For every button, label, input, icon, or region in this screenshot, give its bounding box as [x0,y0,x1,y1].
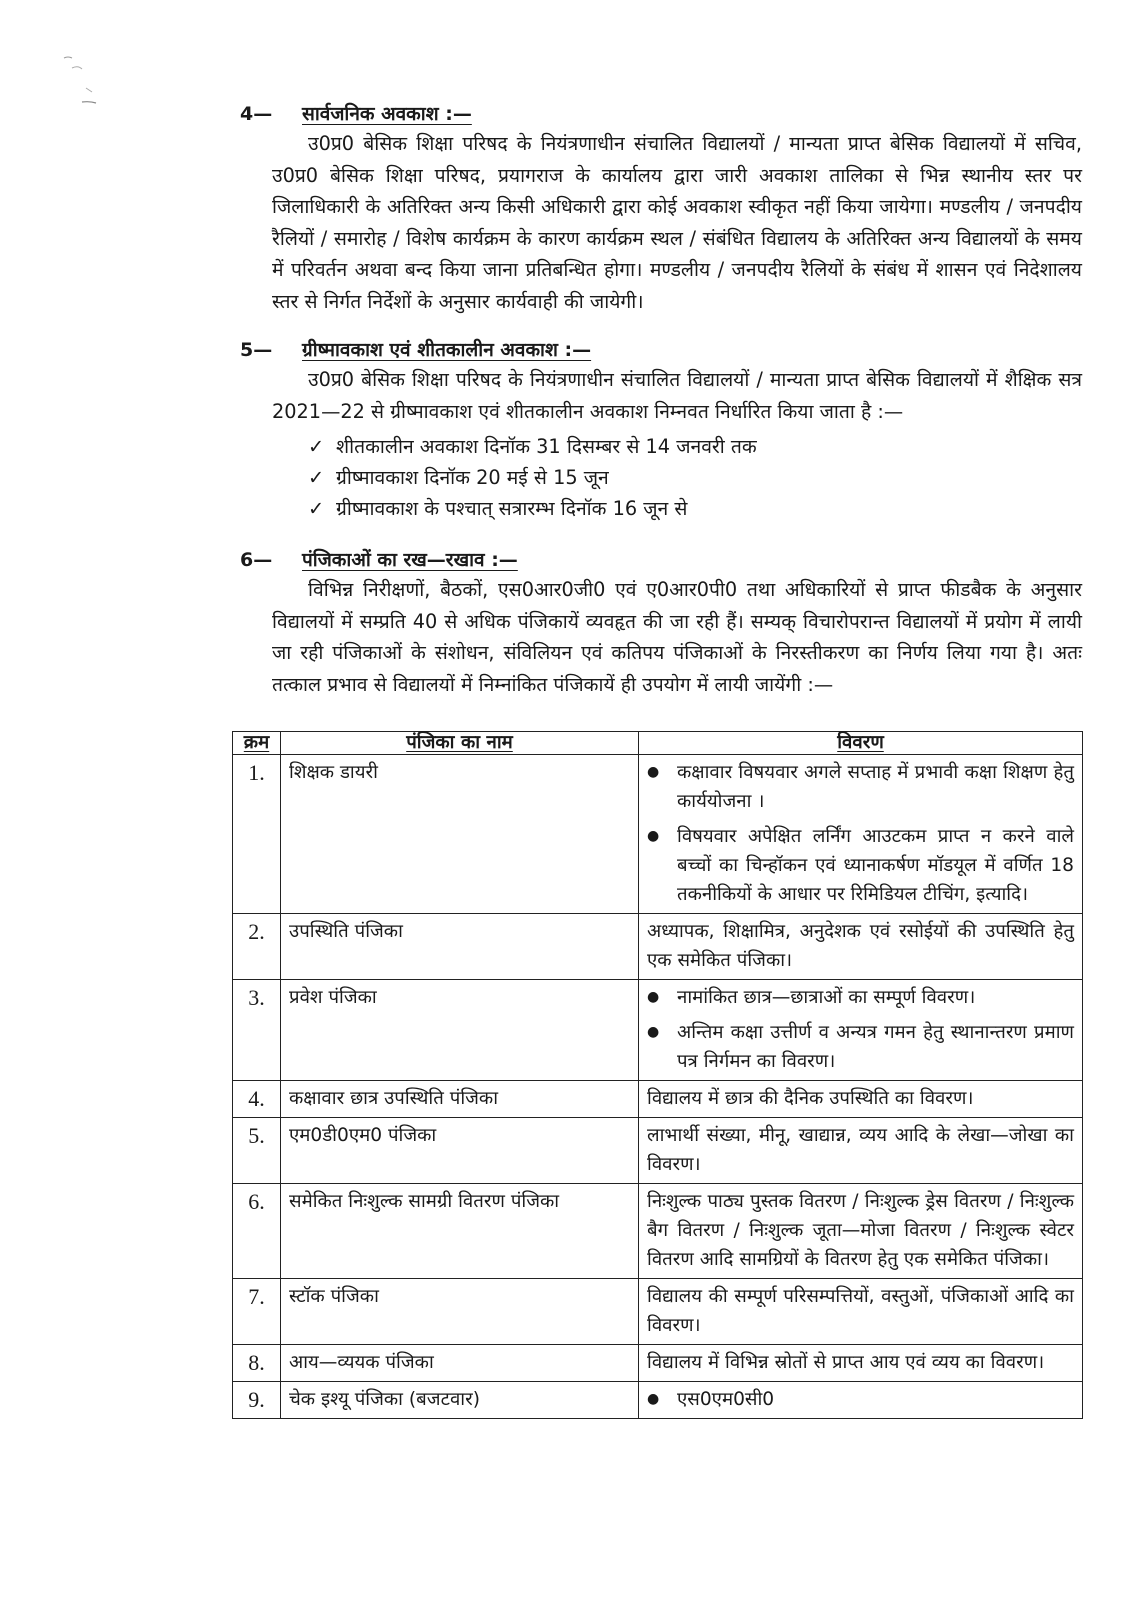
row-description: विद्यालय की सम्पूर्ण परिसम्पत्तियों, वस्तुओं, पंजिकाओं आदि का विवरण। [639,1279,1083,1345]
table-header-row [233,732,1083,755]
checkmark-icon: ✓ [308,435,325,458]
table-row [233,914,1083,980]
row-description: निःशुल्क पाठ्य पुस्तक वितरण / निःशुल्क ड्रेस वितरण / निःशुल्क बैग वितरण / निःशुल्क जूता—मोजा वितरण / निःशुल्क स्वेटर वितरण आदि सामग्रियों के वितरण हेतु एक समेकित पंजिका। [639,1184,1083,1279]
bullet-item: ● नामांकित छात्र—छात्राओं का सम्पूर्ण विवरण। [647,983,1074,1012]
section-title: सार्वजनिक अवकाश :— [302,103,472,125]
table-row [233,1118,1083,1184]
table-row [233,1382,1083,1419]
row-description [639,1382,1083,1419]
header-description: विवरण [639,732,1083,755]
section-5 [240,336,1082,524]
section-heading [240,546,1082,574]
row-register-name: चेक इश्यू पंजिका (बजटवार) [281,1382,639,1419]
row-description: विद्यालय में छात्र की दैनिक उपस्थिति का विवरण। [639,1081,1083,1118]
row-serial: 8. [233,1345,281,1382]
row-register-name: समेकित निःशुल्क सामग्री वितरण पंजिका [281,1184,639,1279]
table-row [233,1345,1083,1382]
bullet-item: ● विषयवार अपेक्षित लर्निंग आउटकम प्राप्त न करने वाले बच्चों का चिन्हॉकन एवं ध्यानाकर्षण मॉडयूल में वर्णित 18 तकनीकियों के आधार पर रिमिडियल टीचिंग, इत्यादि। [647,822,1074,909]
checkmark-icon: ✓ [308,497,325,520]
row-description: लाभार्थी संख्या, मीनू, खाद्यान्न, व्यय आदि के लेखा—जोखा का विवरण। [639,1118,1083,1184]
row-description: अध्यापक, शिक्षामित्र, अनुदेशक एवं रसोईयों की उपस्थिति हेतु एक समेकित पंजिका। [639,914,1083,980]
bullet-icon: ● [647,1391,660,1407]
register-table [232,731,1083,1419]
section-6 [240,546,1082,700]
section-heading [240,100,1082,128]
scan-noise-decoration [52,40,112,120]
checklist-item: ✓ शीतकालीन अवकाश दिनॉक 31 दिसम्बर से 14 जनवरी तक [308,431,1082,462]
row-serial: 5. [233,1118,281,1184]
row-serial: 7. [233,1279,281,1345]
checklist-item: ✓ ग्रीष्मावकाश दिनॉक 20 मई से 15 जून [308,462,1082,493]
row-description: विद्यालय में विभिन्न स्रोतों से प्राप्त आय एवं व्यय का विवरण। [639,1345,1083,1382]
row-register-name: शिक्षक डायरी [281,755,639,914]
bullet-icon: ● [647,1024,660,1040]
row-serial: 3. [233,980,281,1081]
section-paragraph: उ0प्र0 बेसिक शिक्षा परिषद के नियंत्रणाधीन संचालित विद्यालयों / मान्यता प्राप्त बेसिक विद्यालयों में सचिव, उ0प्र0 बेसिक शिक्षा परिषद, प्रयागराज के कार्यालय द्वारा जारी अवकाश तालिका से भिन्न स्थानीय स्तर पर जिलाधिकारी के अतिरिक्त अन्य किसी अधिकारी द्वारा कोई अवकाश स्वीकृत नहीं किया जायेगा। मण्डलीय / जनपदीय रैलियों / समारोह / विशेष कार्यक्रम के कारण कार्यक्रम स्थल / संबंधित विद्यालय के अतिरिक्त अन्य विद्यालयों के समय में परिवर्तन अथवा बन्द किया जाना प्रतिबन्धित होगा। मण्डलीय / जनपदीय रैलियों के संबंध में शासन एवं निदेशालय स्तर से निर्गत निर्देशों के अनुसार कार्यवाही की जायेगी। [272,132,1082,313]
checklist-item: ✓ ग्रीष्मावकाश के पश्चात् सत्रारम्भ दिनॉक 16 जून से [308,493,1082,524]
section-paragraph: उ0प्र0 बेसिक शिक्षा परिषद के नियंत्रणाधीन संचालित विद्यालयों / मान्यता प्राप्त बेसिक विद्यालयों में शैक्षिक सत्र 2021—22 से ग्रीष्मावकाश एवं शीतकालीन अवकाश निम्नवत निर्धारित किया जाता है :— [272,368,1082,423]
row-description [639,980,1083,1081]
bullet-item: ● एस0एम0सी0 [647,1385,1074,1414]
section-paragraph: विभिन्न निरीक्षणों, बैठकों, एस0आर0जी0 एवं ए0आर0पी0 तथा अधिकारियों से प्राप्त फीडबैक के अनुसार विद्यालयों में सम्प्रति 40 से अधिक पंजिकायें व्यवहृत की जा रही हैं। सम्यक् विचारोपरान्त विद्यालयों में प्रयोग में लायी जा रही पंजिकाओं के संशोधन, संविलियन एवं कतिपय पंजिकाओं के निरस्तीकरण का निर्णय लिया गया है। अतः तत्काल प्रभाव से विद्यालयों में निम्नांकित पंजिकायें ही उपयोग में लायी जायेंगी :— [272,578,1082,696]
table-row [233,1279,1083,1345]
table-row [233,1081,1083,1118]
table-row [233,1184,1083,1279]
row-register-name: एम0डी0एम0 पंजिका [281,1118,639,1184]
bullet-item: ● अन्तिम कक्षा उत्तीर्ण व अन्यत्र गमन हेतु स्थानान्तरण प्रमाण पत्र निर्गमन का विवरण। [647,1018,1074,1076]
row-register-name: प्रवेश पंजिका [281,980,639,1081]
section-heading [240,336,1082,364]
header-register-name: पंजिका का नाम [281,732,639,755]
header-serial: क्रम [233,732,281,755]
row-serial: 2. [233,914,281,980]
row-serial: 1. [233,755,281,914]
row-serial: 6. [233,1184,281,1279]
section-title: पंजिकाओं का रख—रखाव :— [302,549,518,571]
checkmark-icon: ✓ [308,466,325,489]
section-title: ग्रीष्मावकाश एवं शीतकालीन अवकाश :— [302,339,592,361]
holiday-checklist [308,431,1082,524]
bullet-icon: ● [647,764,660,780]
section-number: 4— [240,103,273,125]
row-serial: 9. [233,1382,281,1419]
row-serial: 4. [233,1081,281,1118]
row-description [639,755,1083,914]
bullet-item: ● कक्षावार विषयवार अगले सप्ताह में प्रभावी कक्षा शिक्षण हेतु कार्ययोजना । [647,758,1074,816]
section-4 [240,100,1082,317]
row-register-name: कक्षावार छात्र उपस्थिति पंजिका [281,1081,639,1118]
bullet-icon: ● [647,828,660,844]
bullet-icon: ● [647,989,660,1005]
row-register-name: उपस्थिति पंजिका [281,914,639,980]
row-register-name: आय—व्ययक पंजिका [281,1345,639,1382]
table-row [233,755,1083,914]
section-number: 5— [240,339,273,361]
table-row [233,980,1083,1081]
row-register-name: स्टॉक पंजिका [281,1279,639,1345]
section-number: 6— [240,549,273,571]
